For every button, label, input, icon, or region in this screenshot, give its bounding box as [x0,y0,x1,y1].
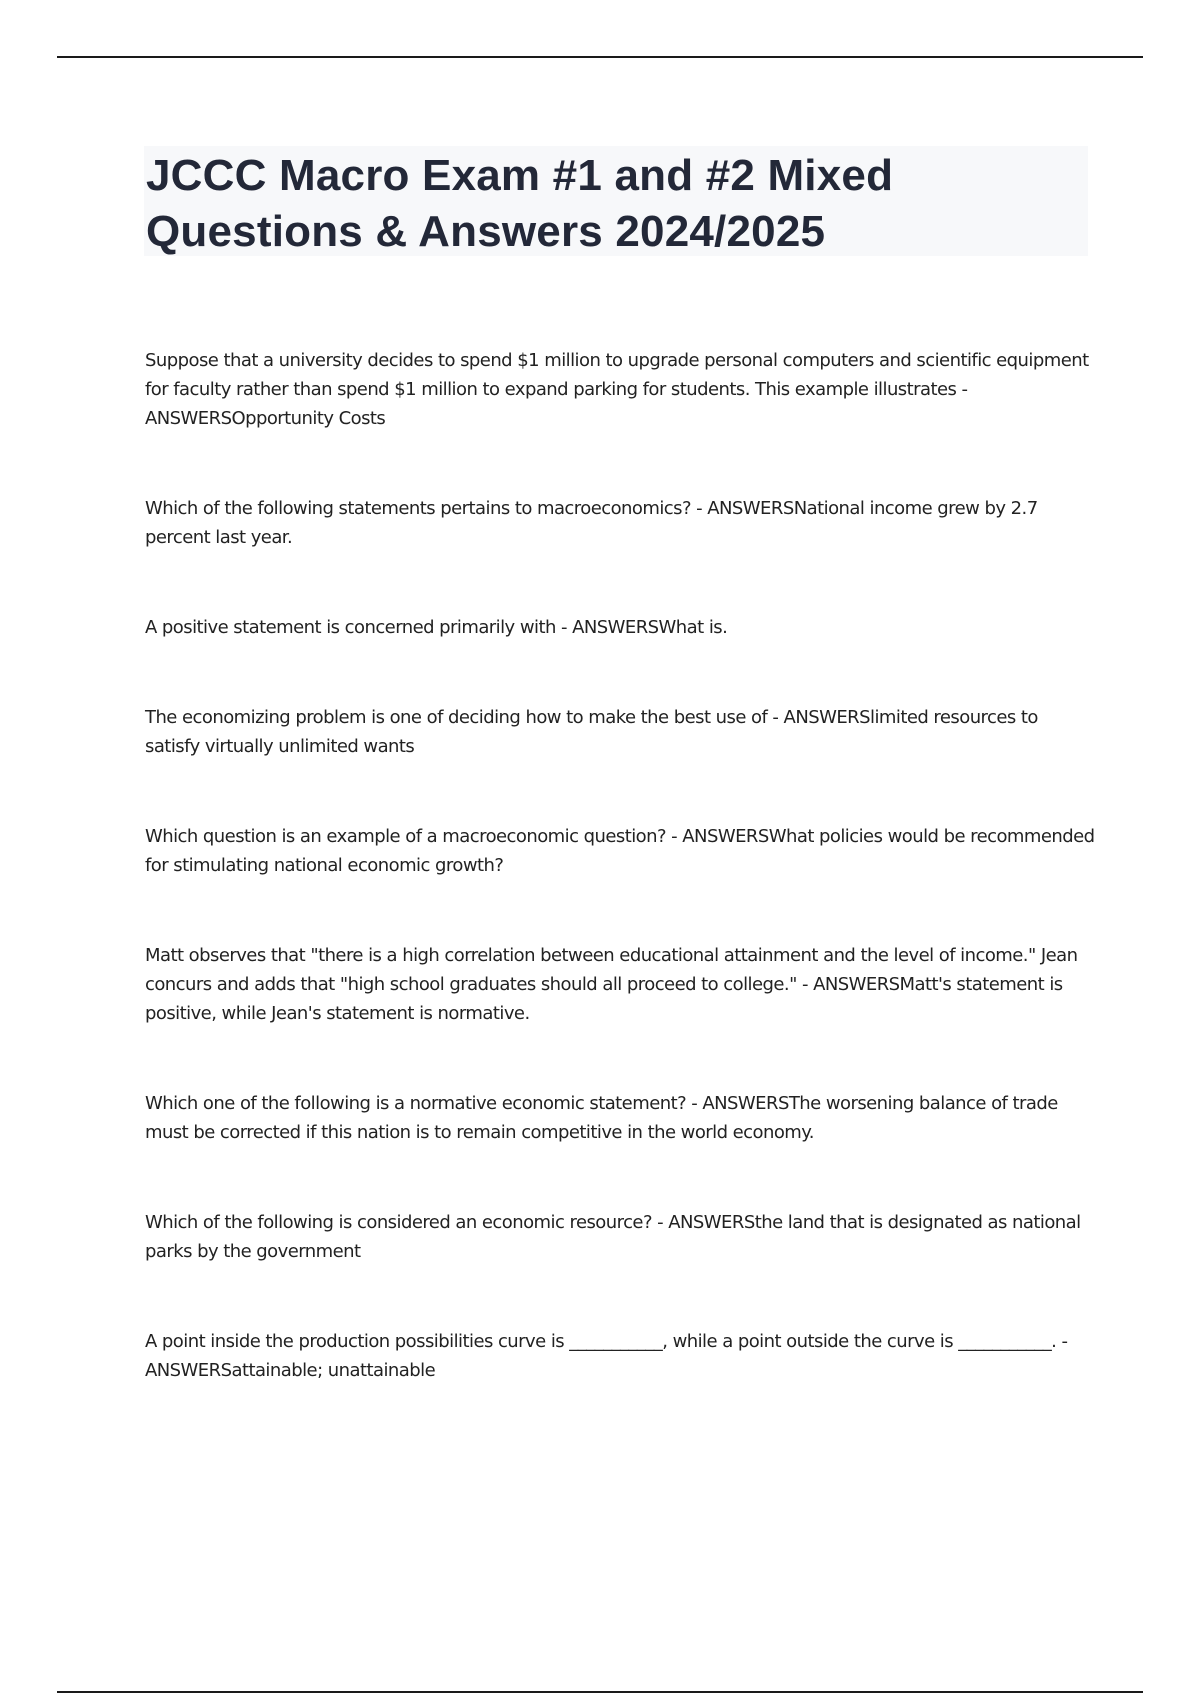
top-rule [57,56,1143,58]
qa-item: Which of the following is considered an economic resource? - ANSWERSthe land that is designated as national parks by the government [145,1212,1081,1262]
qa-list [145,346,1095,1385]
qa-item: Matt observes that "there is a high correlation between educational attainment and the level of income." Jean concurs and adds that "high school graduates should all proceed to college." - ANSWERSMatt's statement is positive, while Jean's statement is normative. [145,945,1078,1024]
qa-item: The economizing problem is one of deciding how to make the best use of - ANSWERSlimited resources to satisfy virtually unlimited wants [145,707,1038,757]
qa-item: A positive statement is concerned primarily with - ANSWERSWhat is. [145,617,728,638]
qa-item: A point inside the production possibilities curve is ___________, while a point outside the curve is ___________. - ANSWERSattainable; unattainable [145,1331,1068,1381]
qa-item: Which of the following statements pertains to macroeconomics? - ANSWERSNational income grew by 2.7 percent last year. [145,498,1038,548]
title-block [144,146,1088,256]
qa-item: Which question is an example of a macroeconomic question? - ANSWERSWhat policies would be recommended for stimulating national economic growth? [145,826,1095,876]
qa-item: Suppose that a university decides to spend $1 million to upgrade personal computers and scientific equipment for faculty rather than spend $1 million to expand parking for students. This example illustrates - ANSWERSOpportunity Costs [145,350,1089,429]
bottom-rule [57,1691,1143,1693]
document-title: JCCC Macro Exam #1 and #2 Mixed Questions & Answers 2024/2025 [146,151,894,256]
qa-item: Which one of the following is a normative economic statement? - ANSWERSThe worsening balance of trade must be corrected if this nation is to remain competitive in the world economy. [145,1093,1058,1143]
